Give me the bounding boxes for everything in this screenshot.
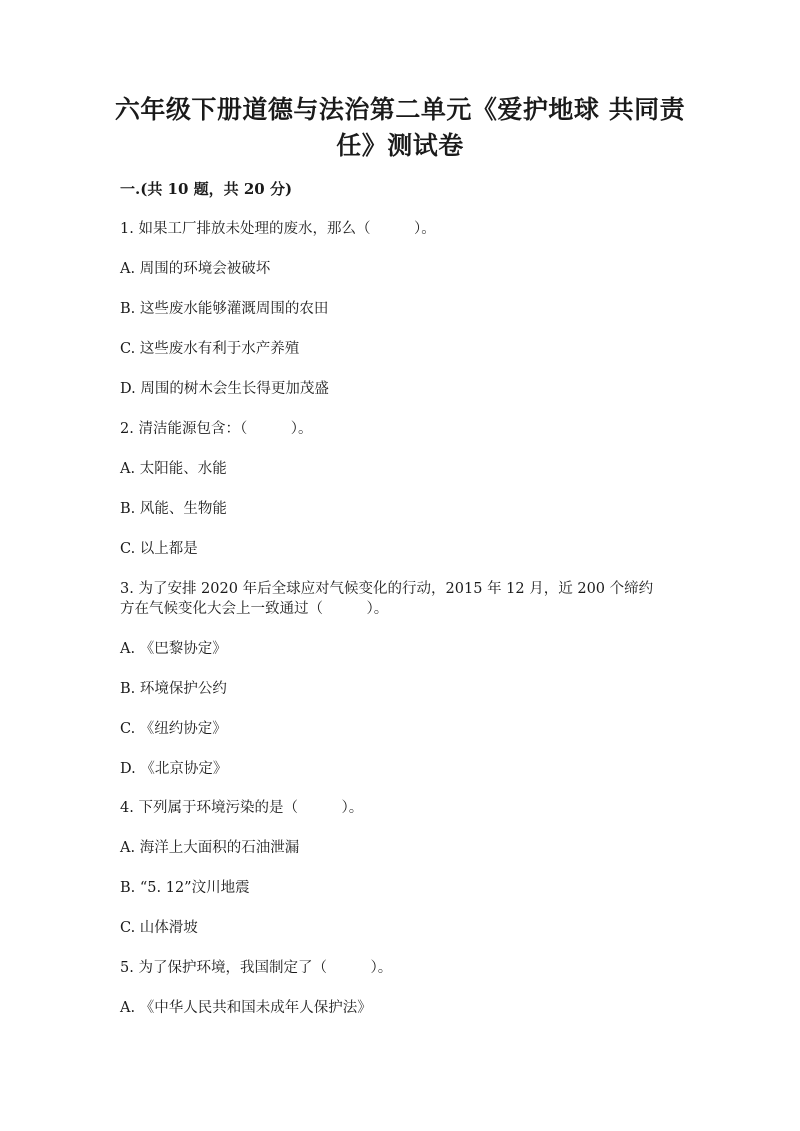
question-1-option-d: D. 周围的树木会生长得更加茂盛 (120, 381, 329, 397)
question-3-option-b: B. 环境保护公约 (120, 681, 227, 697)
question-5-stem: 5. 为了保护环境，我国制定了（ ）。 (120, 960, 393, 976)
question-1-option-c: C. 这些废水有利于水产养殖 (120, 341, 300, 357)
title-line-1: 六年级下册道德与法治第二单元《爱护地球 共同责 (114, 95, 686, 124)
question-3-stem-line-2: 方在气候变化大会上一致通过（ ）。 (120, 601, 389, 617)
question-4-option-a: A. 海洋上大面积的石油泄漏 (120, 840, 300, 856)
question-2-stem: 2. 清洁能源包含：（ ）。 (120, 421, 313, 437)
question-3-option-a: A. 《巴黎协定》 (120, 641, 227, 657)
document-title (110, 92, 690, 164)
question-4-stem: 4. 下列属于环境污染的是（ ）。 (120, 800, 364, 816)
question-1-option-a: A. 周围的环境会被破坏 (120, 261, 271, 277)
question-2-option-c: C. 以上都是 (120, 541, 198, 557)
title-line-2: 任》测试卷 (336, 131, 464, 160)
question-4-option-b: B. “5. 12”汶川地震 (120, 880, 250, 896)
question-5-option-a: A. 《中华人民共和国未成年人保护法》 (120, 1000, 372, 1016)
question-1-stem: 1. 如果工厂排放未处理的废水，那么（ ）。 (120, 221, 436, 237)
question-4-option-c: C. 山体滑坡 (120, 920, 198, 936)
question-2-option-b: B. 风能、生物能 (120, 501, 227, 517)
question-1-option-b: B. 这些废水能够灌溉周围的农田 (120, 301, 329, 317)
question-3-option-d: D. 《北京协定》 (120, 761, 228, 777)
question-3-stem-line-1: 3. 为了安排 2020 年后全球应对气候变化的行动，2015 年 12 月，近 200 个缔约 (120, 581, 654, 597)
section-header: 一.(共 10 题，共 20 分) (120, 180, 293, 198)
question-3-option-c: C. 《纽约协定》 (120, 721, 227, 737)
question-2-option-a: A. 太阳能、水能 (120, 461, 227, 477)
